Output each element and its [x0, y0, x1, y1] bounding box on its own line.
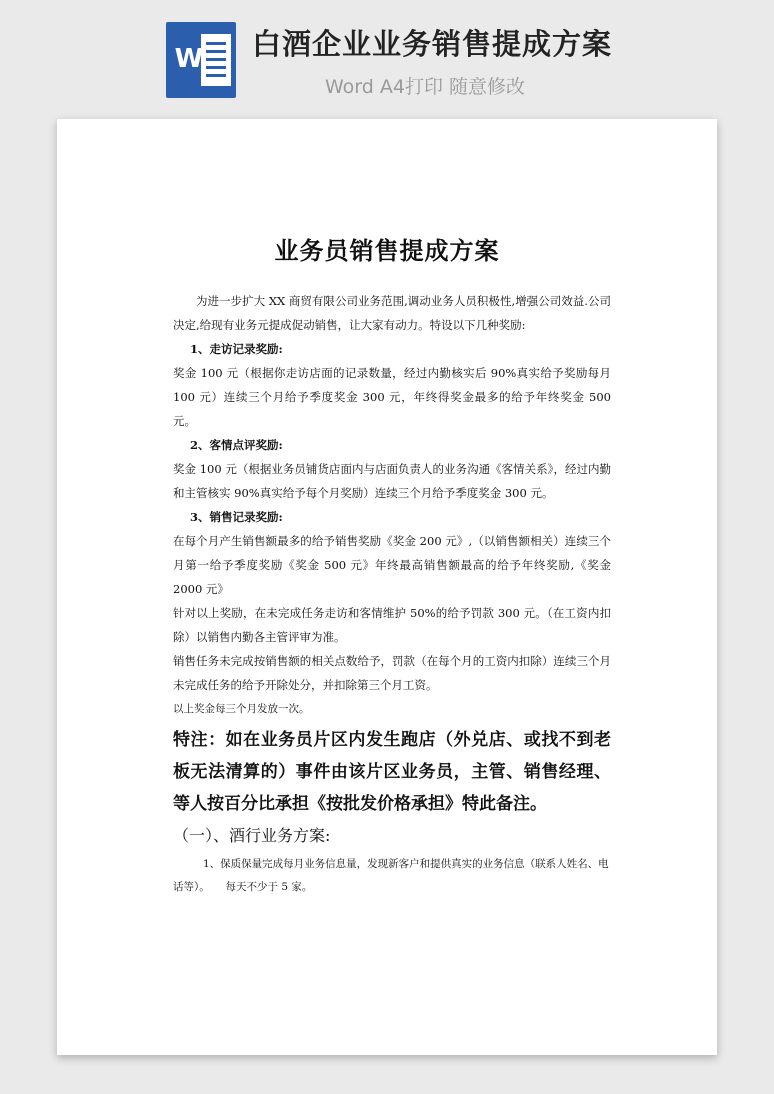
banner-subtitle: Word A4打印 随意修改	[325, 76, 526, 98]
list-item-1: 1、保质保量完成每月业务信息量，发现新客户和提供真实的业务信息（联系人姓名、电话等）。 每天不少于 5 家。	[173, 858, 609, 893]
paragraph-customer-review-reward: 奖金 100 元（根据业务员铺货店面内与店面负责人的业务沟通《客情关系》，经过内勤和主管核实 90%真实给予每个月奖励）连续三个月给予季度奖金 300 元。	[173, 462, 611, 500]
paragraph-sales-record-reward: 在每个月产生销售额最多的给予销售奖励《奖金 200 元》,（以销售额相关）连续三个月第一给予季度奖励《奖金 500 元》年终最高销售额最高的给予年终奖励,《奖金 2000 元》	[173, 534, 611, 596]
paragraph-payout: 以上奖金每三个月发放一次。	[173, 703, 310, 715]
word-letter: W	[174, 44, 204, 74]
word-document-icon	[166, 22, 236, 98]
paragraph-penalty: 针对以上奖励，在未完成任务走访和客情维护 50%的给予罚款 300 元。（在工资内扣除）以销售内勤各主管评审为准。	[173, 606, 611, 644]
intro-paragraph: 为进一步扩大 XX 商贸有限公司业务范围,调动业务人员积极性,增强公司效益.公司决定,给现有业务元提成促动销售，让大家有动力。特设以下几种奖励:	[173, 294, 611, 332]
heading-customer-review-reward: 2、客情点评奖励:	[190, 438, 283, 452]
special-note: 特注：如在业务员片区内发生跑店（外兑店、或找不到老板无法清算的）事件由该片区业务员，主管、销售经理、等人按百分比承担《按批发价格承担》特此备注。	[173, 730, 611, 814]
document-title: 业务员销售提成方案	[274, 236, 500, 265]
heading-visit-reward: 1、走访记录奖励:	[190, 342, 283, 356]
paragraph-visit-reward: 奖金 100 元（根据你走访店面的记录数量，经过内勤核实后 90%真实给予奖励每月 100 元）连续三个月给予季度奖金 300 元，年终得奖金最多的给予年终奖金 500 元。	[173, 366, 611, 428]
banner	[0, 0, 774, 112]
document-page	[57, 119, 717, 1055]
document-body	[173, 289, 611, 899]
paragraph-sales-target: 销售任务未完成按销售额的相关点数给予，罚款（在每个月的工资内扣除）连续三个月未完成任务的给予开除处分，并扣除第三个月工资。	[173, 654, 611, 692]
heading-sales-record-reward: 3、销售记录奖励:	[190, 510, 283, 524]
section-heading-liquor-store: （一）、酒行业务方案:	[173, 826, 331, 845]
banner-title: 白酒企业业务销售提成方案	[252, 27, 613, 61]
